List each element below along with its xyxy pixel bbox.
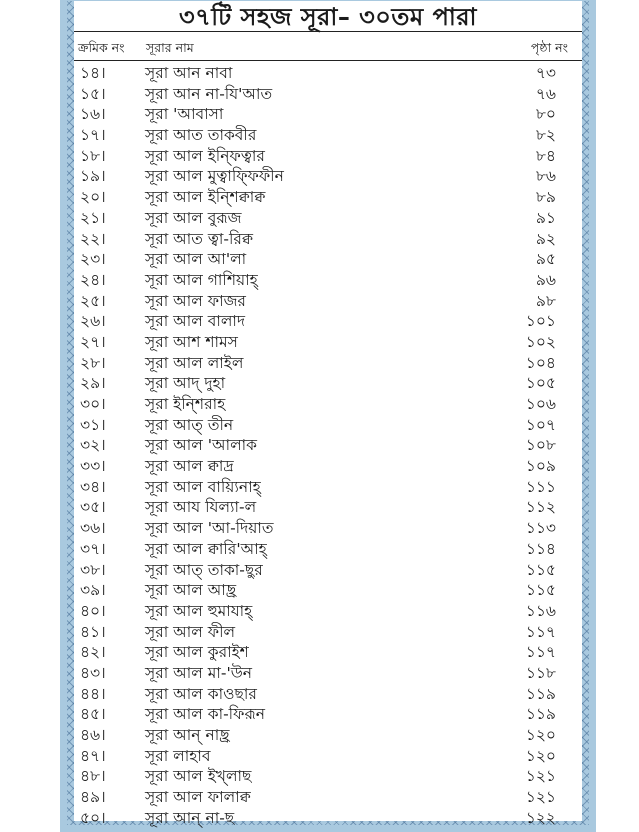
row-serial: ২৭। bbox=[80, 332, 106, 351]
row-page-number: ১২০ bbox=[525, 746, 556, 765]
row-page-number: ৮২ bbox=[535, 126, 556, 145]
row-page-number: ৯৫ bbox=[535, 250, 556, 269]
row-surah-name: সূরা আন্ না-ছ bbox=[145, 808, 235, 827]
row-page-number: ৮০ bbox=[535, 105, 556, 124]
row-serial: ৩১। bbox=[80, 415, 106, 434]
row-page-number: ১০৫ bbox=[525, 374, 556, 393]
table-row bbox=[74, 63, 582, 84]
table-row bbox=[74, 249, 582, 270]
row-surah-name: সূরা আল মা-'উন bbox=[145, 663, 253, 682]
row-page-number: ১১৪ bbox=[525, 539, 556, 558]
row-page-number: ১১৬ bbox=[525, 601, 556, 620]
table-row bbox=[74, 332, 582, 353]
row-serial: ৪৬। bbox=[80, 726, 106, 744]
row-page-number: ১০৮ bbox=[525, 436, 556, 455]
row-serial: ৩৩। bbox=[80, 457, 106, 476]
row-serial: ৪৮। bbox=[80, 767, 106, 786]
row-serial: ৩৬। bbox=[80, 519, 106, 538]
table-row bbox=[74, 125, 582, 146]
row-serial: ৩৭। bbox=[80, 539, 106, 558]
table-row bbox=[74, 353, 582, 374]
row-serial: ২৩। bbox=[80, 250, 106, 269]
table-row bbox=[74, 229, 582, 250]
row-surah-name: সূরা আল হুমাযাহ্ bbox=[145, 601, 253, 620]
table-row bbox=[74, 435, 582, 456]
row-surah-name: সূরা আল আছ্র bbox=[145, 581, 237, 600]
row-serial: ১৭। bbox=[80, 126, 106, 145]
row-surah-name: সূরা আত ত্বা-রিক্ব bbox=[145, 229, 254, 248]
table-row bbox=[74, 166, 582, 187]
row-surah-name: সূরা আত তাকবীর bbox=[145, 126, 257, 145]
table-row bbox=[74, 725, 582, 746]
row-surah-name: সূরা আল আ'লা bbox=[145, 250, 247, 269]
table-row bbox=[74, 104, 582, 125]
row-serial: ১৮। bbox=[80, 146, 106, 165]
row-surah-name: সূরা আল মুত্বাফ্ফিফীন bbox=[145, 167, 284, 186]
header-name: সূরার নাম bbox=[146, 40, 194, 55]
row-page-number: ১২০ bbox=[525, 726, 556, 744]
row-serial: ২৪। bbox=[80, 270, 106, 289]
row-page-number: ১০৭ bbox=[525, 415, 556, 434]
row-surah-name: সূরা আল ইন্ফিত্বার bbox=[145, 146, 265, 165]
row-surah-name: সূরা আল বুরূজ bbox=[145, 208, 242, 227]
row-surah-name: সূরা আল কাওছার bbox=[145, 684, 257, 703]
row-serial: ৪২। bbox=[80, 643, 106, 662]
row-surah-name: সূরা আন না-যি'আত bbox=[145, 84, 273, 103]
row-serial: ২১। bbox=[80, 208, 106, 227]
row-page-number: ১২১ bbox=[525, 788, 556, 807]
row-serial: ২২। bbox=[80, 229, 106, 248]
row-surah-name: সূরা আল বালাদ bbox=[145, 312, 246, 331]
row-surah-name: সূরা আশ শামস bbox=[145, 332, 238, 351]
row-surah-name: সূরা আল ক্বারি'আহ্ bbox=[145, 539, 267, 558]
row-surah-name: সূরা আল ফাজর bbox=[145, 291, 246, 310]
row-surah-name: সূরা আল কুরাইশ bbox=[145, 643, 249, 662]
row-surah-name: সূরা আদ্ দুহা bbox=[145, 374, 226, 393]
row-page-number: ১১৮ bbox=[525, 663, 556, 682]
row-page-number: ১০২ bbox=[525, 332, 556, 351]
table-row bbox=[74, 539, 582, 560]
row-serial: ২০। bbox=[80, 188, 106, 207]
row-surah-name: সূরা আল 'আলাক bbox=[145, 436, 257, 455]
row-page-number: ১১৫ bbox=[525, 560, 556, 579]
row-page-number: ১১৯ bbox=[525, 684, 556, 703]
row-page-number: ১১৯ bbox=[525, 705, 556, 724]
table-header bbox=[74, 38, 582, 61]
row-page-number: ৯৮ bbox=[535, 291, 556, 310]
row-page-number: ১০৯ bbox=[525, 457, 556, 476]
row-page-number: ১১৩ bbox=[525, 519, 556, 538]
row-surah-name: সূরা 'আবাসা bbox=[145, 105, 224, 124]
row-serial: ২৯। bbox=[80, 374, 106, 393]
row-page-number: ১০৬ bbox=[525, 395, 556, 413]
table-row bbox=[74, 766, 582, 787]
table-row bbox=[74, 622, 582, 643]
row-surah-name: সূরা আল লাইল bbox=[145, 353, 244, 372]
row-page-number: ৮৬ bbox=[535, 167, 556, 186]
table-row bbox=[74, 477, 582, 498]
header-page: পৃষ্ঠা নং bbox=[530, 40, 568, 55]
row-surah-name: সূরা আল বায়্যিনাহ্ bbox=[145, 477, 261, 496]
row-page-number: ৭৩ bbox=[535, 64, 556, 82]
table-row bbox=[74, 746, 582, 767]
row-surah-name: সূরা আল ক্বাদ্র bbox=[145, 457, 234, 476]
row-page-number: ১০৪ bbox=[525, 353, 556, 372]
row-surah-name: সূরা আল গাশিয়াহ্ bbox=[145, 270, 258, 289]
row-serial: ১৫। bbox=[80, 84, 106, 103]
row-page-number: ৮৪ bbox=[535, 146, 556, 165]
table-row bbox=[74, 208, 582, 229]
surah-list bbox=[74, 63, 582, 828]
decorative-border bbox=[60, 0, 596, 832]
row-page-number: ৯১ bbox=[535, 208, 556, 227]
row-serial: ৪৩। bbox=[80, 663, 106, 682]
table-row bbox=[74, 187, 582, 208]
table-row bbox=[74, 580, 582, 601]
table-row bbox=[74, 373, 582, 394]
row-surah-name: সূরা আল 'আ-দিয়াত bbox=[145, 519, 274, 538]
table-row bbox=[74, 394, 582, 415]
title-box bbox=[74, 1, 582, 32]
row-surah-name: সূরা আল ইখ্লাছ bbox=[145, 767, 252, 786]
row-serial: ১৬। bbox=[80, 105, 106, 124]
row-page-number: ১০১ bbox=[525, 312, 556, 331]
table-row bbox=[74, 601, 582, 622]
row-serial: ৩৯। bbox=[80, 581, 106, 600]
row-page-number: ৯৬ bbox=[535, 270, 556, 289]
row-serial: ৪১। bbox=[80, 622, 106, 641]
row-page-number: ১১৫ bbox=[525, 581, 556, 600]
row-serial: ২৫। bbox=[80, 291, 106, 310]
row-serial: ৪৯। bbox=[80, 788, 106, 807]
row-page-number: ১২২ bbox=[525, 808, 556, 827]
table-row bbox=[74, 84, 582, 105]
table-row bbox=[74, 642, 582, 663]
row-surah-name: সূরা আল ফালাক্ব bbox=[145, 788, 251, 807]
row-serial: ২৬। bbox=[80, 312, 106, 331]
row-page-number: ৭৬ bbox=[535, 84, 556, 103]
table-row bbox=[74, 456, 582, 477]
row-page-number: ৯২ bbox=[535, 229, 556, 248]
row-page-number: ১২১ bbox=[525, 767, 556, 786]
row-page-number: ১১১ bbox=[525, 477, 556, 496]
table-row bbox=[74, 560, 582, 581]
table-row bbox=[74, 497, 582, 518]
row-serial: ৩৮। bbox=[80, 560, 106, 579]
row-serial: ৪০। bbox=[80, 601, 106, 620]
page-title: ৩৭টি সহজ সূরা– ৩০তম পারা bbox=[179, 3, 477, 31]
row-surah-name: সূরা আত্ তীন bbox=[145, 415, 234, 434]
row-surah-name: সূরা আল ফীল bbox=[145, 622, 236, 641]
table-row bbox=[74, 146, 582, 167]
table-row bbox=[74, 291, 582, 312]
row-page-number: ১১৭ bbox=[525, 622, 556, 641]
row-serial: ১৪। bbox=[80, 64, 106, 82]
table-row bbox=[74, 311, 582, 332]
row-surah-name: সূরা আন নাবা bbox=[145, 64, 233, 82]
table-row bbox=[74, 415, 582, 436]
row-page-number: ৮৯ bbox=[535, 188, 556, 207]
table-row bbox=[74, 704, 582, 725]
row-page-number: ১১৭ bbox=[525, 643, 556, 662]
row-serial: ১৯। bbox=[80, 167, 106, 186]
table-row bbox=[74, 787, 582, 808]
row-surah-name: সূরা লাহাব bbox=[145, 746, 211, 765]
row-serial: ২৮। bbox=[80, 353, 106, 372]
table-row bbox=[74, 684, 582, 705]
page-content bbox=[74, 1, 582, 827]
row-serial: ৫০। bbox=[80, 808, 106, 827]
row-serial: ৩০। bbox=[80, 395, 106, 413]
table-row bbox=[74, 270, 582, 291]
row-surah-name: সূরা আল ইন্শিক্বাক্ব bbox=[145, 188, 266, 207]
row-surah-name: সূরা আত্ তাকা-ছুর bbox=[145, 560, 263, 579]
row-surah-name: সূরা আন্ নাছ্র bbox=[145, 726, 230, 744]
row-serial: ৪৭। bbox=[80, 746, 106, 765]
table-row bbox=[74, 518, 582, 539]
row-serial: ৪৪। bbox=[80, 684, 106, 703]
row-surah-name: সূরা ইন্শিরাহ bbox=[145, 395, 226, 413]
row-page-number: ১১২ bbox=[525, 498, 556, 517]
row-serial: ৩২। bbox=[80, 436, 106, 455]
table-row bbox=[74, 808, 582, 829]
row-serial: ৩৫। bbox=[80, 498, 106, 517]
row-serial: ৪৫। bbox=[80, 705, 106, 724]
table-row bbox=[74, 663, 582, 684]
row-serial: ৩৪। bbox=[80, 477, 106, 496]
header-serial: ক্রমিক নং bbox=[78, 40, 125, 55]
row-surah-name: সূরা আল কা-ফিরূন bbox=[145, 705, 265, 724]
row-surah-name: সূরা আয যিল্যা-ল bbox=[145, 498, 257, 517]
